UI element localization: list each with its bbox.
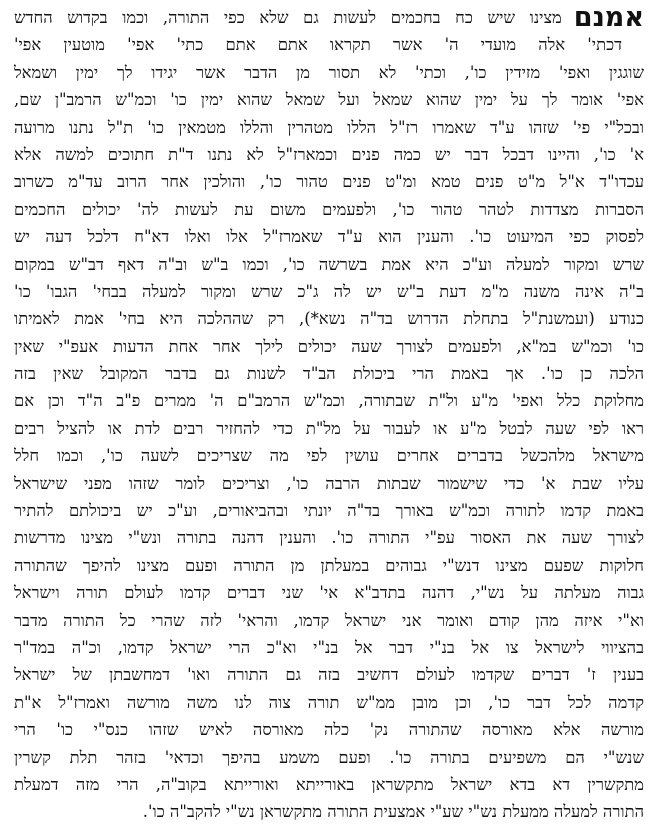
text-line: א' כו', והיינו דבכל דבר יש כמה פנים וכמארז"ל לא נתנו ד"ת חתוכים למשה אלא	[14, 144, 644, 164]
text-line: מחלוקת כלל ואפי' מ"ע ול"ת שבתורה, וכמ"ש הרמב"ם ה' ממרים פ"ב ה"ד וכן אם	[14, 391, 644, 411]
text-line: כו' וכמ"ש במ"א, ולפעמים לצורך שעה יכולים לילך אחר אחת הדעות אעפ"י שאין	[14, 336, 644, 356]
text-line: וא"י איזה מהן קודם ואומר אני ישראל קדמו, והראי' לזה שהרי כל התורה מדבר	[14, 610, 644, 630]
text-line: שוגגין ואפי' מזידין כו', וכתי' לא תסור מן הדבר אשר יגידו לך ימין ושמאל	[14, 62, 644, 82]
text-line: ב"ה אינה משנה מ"מ דעת ב"ש יש לה ג"כ שרש ומקור למעלה בבחי' הגבו' כו'	[14, 281, 644, 301]
text-line: באמת קדמו לתורה וכמ"ש באורך בד"ה יונתי ובהביאורים, וע"כ יש ביכולתם להתיר	[14, 501, 644, 521]
text-line: שנש"י הם משפיעים בתורה כו'. ופעם משמע בהיפך וכדאי' בזהר תלת קשרין	[14, 747, 644, 767]
text-line: חלוקות שפעם מצינו דנש"י גבוהים במעלתן מן התורה ופעם מצינו להיפך שהתורה	[14, 555, 644, 575]
text-line: בענין ז' דברים שקדמו לעולם דחשיב בזה גם התורה ואו' דמחשבתן של ישראל	[14, 665, 644, 685]
text-line: לפסוק כפי המיעוט כו'. והענין הוא ע"ד שאמרז"ל אלו ואלו דא"ח דלכל דעה יש	[14, 227, 644, 247]
text-line: הלכה כן כו'. אך באמת הרי ביכולת הב"ד לשנות גם בדבר המקובל שאין בזה	[14, 364, 644, 384]
opening-word: אמנם	[573, 4, 644, 32]
text-line: מישראל מלהכשל בדברים אחרים עושין לפי מה שצריכים לשעה כו', וכמו חלל	[14, 446, 644, 466]
text-line: שרש ומקור למעלה וע"כ היא אמת בשרשה כו', וכמו ב"ש וב"ה דאף דב"ש במקום	[14, 254, 644, 274]
text-line: ראו לפי שעה לבטל מ"ע או לעבור על מל"ת כדי להחזיר רבים לדת או להציל רבים	[14, 418, 644, 438]
text-line: אפי' אומר לך על ימין שהוא שמאל ועל שמאל שהוא ימין כו' וכמ"ש הרמב"ן שם,	[14, 90, 644, 110]
text-line: מתקשרין דא בדא ישראל מתקשראן באורייתא ואורייתא בקוב"ה, הרי מזה דמעלת	[14, 774, 644, 794]
text-line: הסברות מצדדות לטהר טהור כו', ולפעמים משום עת לעשות לה' יכולים החכמים	[14, 199, 644, 219]
text-line: התורה למעלה ממעלת נש"י שע"י אמצעית התורה מתקשראן נש"י להקב"ה כו'.	[142, 802, 644, 822]
text-line: עכדו"ד א"ל מ"ט פנים טמא ומ"ט פנים טהור כו', והולכין אחר הרוב עד"מ כשרוב	[14, 172, 644, 192]
text-line: דכתי' אלה מועדי ה' אשר תקראו אתם אתם כתי' אפי' מוטעין אפי'	[14, 35, 622, 55]
text-line: עליו שבת א' כדי שישמור שבתות הרבה כו', וצריכים לומר שזהו מפני שישראל	[14, 473, 644, 493]
document-page	[14, 4, 644, 826]
text-line: מורשה אלא מאורסה שהתורה נק' כלה מאורסה לאיש שזהו כנס"י כו' הרי	[14, 720, 644, 740]
text-line: כנודע (ועמשנת"ל בתחלת הדרוש בד"ה נשא*), רק שההלכה היא בחי' אמת לאמיתו	[14, 309, 644, 329]
text-line: בהציווי לישראל צו אל בנ"י דבר אל בנ"י וא"כ הרי ישראל קדמו, וכ"ה במד"ר	[14, 637, 644, 657]
text-line: גבוה מעלתה על נש"י, דהנה בתדב"א אי' שני דברים קדמו לעולם תורה וישראל	[14, 583, 644, 603]
text-line: ובכל"י פי' שזהו ע"ד שאמרו רז"ל הללו מטהרין והללו מטמאין כו' ת"ל נתנו מרועה	[14, 117, 644, 137]
text-line: קדמה לכל דבר כו', וכן מובן ממ"ש תורה צוה לנו משה מורשה ואמרז"ל א"ת	[14, 692, 644, 712]
text-line: אמנםמצינו שיש כח בחכמים לעשות גם שלא כפי התורה, וכמו בקדוש החדש	[14, 4, 644, 32]
text-line: לצורך שעה את האסור עפ"י התורה כו'. והענין דהנה בתורה ונש"י מצינו מדרשות	[14, 528, 644, 548]
